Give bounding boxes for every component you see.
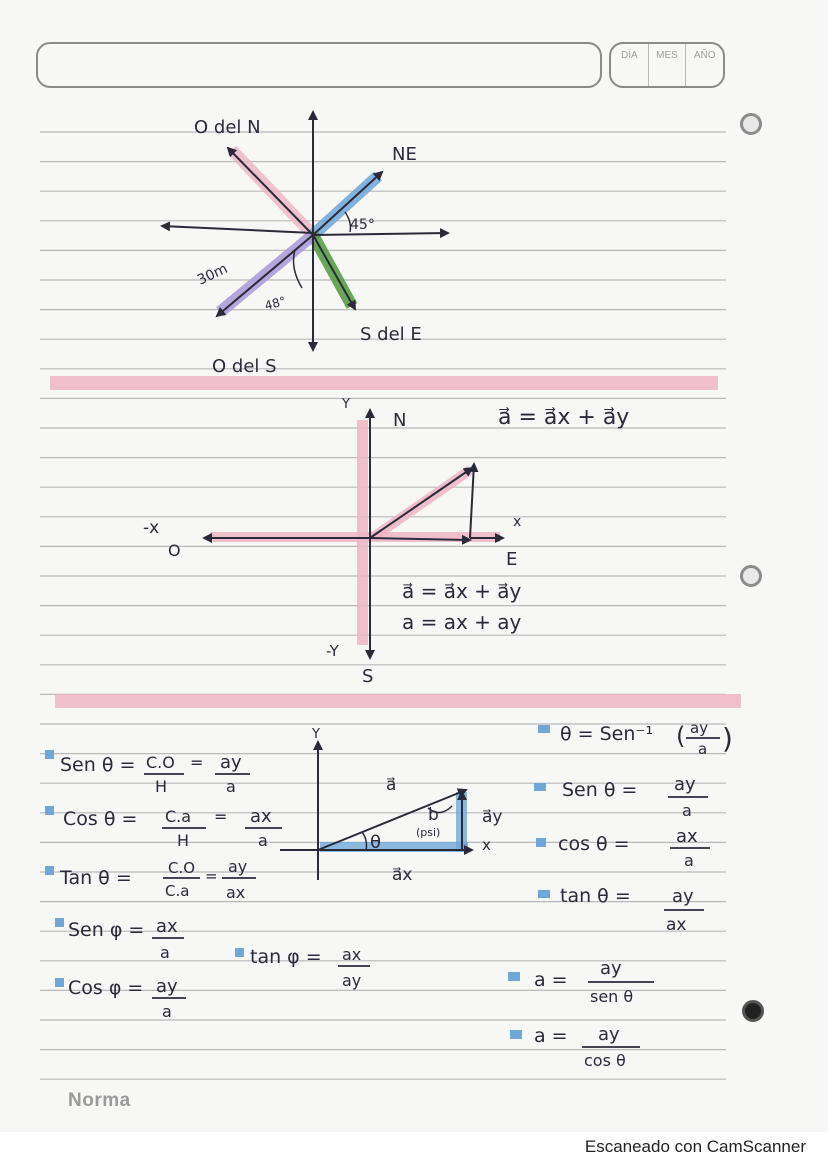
tan-theta-den2: ax [226,883,246,902]
a-over-cos-num: ay [598,1024,620,1045]
tan-theta-right-den: ax [666,915,687,935]
label-north: N [393,410,407,431]
svg-text:): ) [722,722,733,755]
cos-phi-num: ay [156,976,178,997]
day-cell: DÍA [611,44,649,86]
tan-phi-den: ay [342,971,362,990]
formulas-right [508,719,733,1070]
label-neg-x: -x [143,518,160,538]
a-over-sen-num: ay [600,958,622,979]
label-x-axis: x [513,514,522,530]
sen-phi-den: a [160,943,170,962]
sen-theta-right-den: a [682,801,692,820]
tan-theta-right-lhs: tan θ = [560,885,631,907]
label-ax: a⃗x [392,865,413,885]
sen-theta-right-num: ay [674,774,696,795]
tan-theta-den1: C.a [165,882,190,900]
sen-theta-right-lhs: Sen θ = [562,779,638,801]
tan-phi-lhs: tan φ = [250,946,322,968]
label-east: E [506,549,518,570]
label-30m: 30m [194,260,231,289]
cos-theta-lhs: Cos θ = [63,808,138,830]
bullet-square [45,750,54,759]
svg-text:=: = [214,807,228,826]
bullet-square [536,838,546,847]
a-over-sen-den: sen θ [590,987,634,1006]
sen-theta-num2: ay [220,752,242,773]
bullet-square [510,1030,522,1039]
formulas-left [45,750,370,1021]
year-cell: AÑO [693,50,716,61]
scanner-footer [0,1132,828,1171]
theta-inverse-den: a [698,740,708,758]
bullet-square [55,918,64,927]
label-ay: a⃗y [482,807,503,827]
label-hypotenuse: a⃗ [386,775,397,795]
bullet-square [508,972,520,981]
compass-diagram [162,112,448,377]
equation-scalar-sum: a = ax + ay [402,610,522,634]
cos-theta-right-lhs: cos θ = [558,833,630,855]
tan-phi-num: ax [342,945,362,964]
cartesian-diagram [143,397,629,687]
theta-inverse-num: ay [690,719,709,737]
label-o-del-s: O del S [212,356,277,377]
label-west: O [168,541,181,560]
label-o-del-n: O del N [194,117,261,138]
sen-theta-num1: C.O [146,753,175,772]
sen-theta-lhs: Sen θ = [60,754,136,776]
cos-theta-right-num: ax [676,826,698,847]
scanner-credit: Escaneado con CamScanner [584,1137,806,1156]
cos-theta-den1: H [177,831,190,850]
sen-phi-num: ax [156,916,178,937]
equation-vector-sum-top: a⃗ = a⃗x + a⃗y [498,405,630,430]
sen-phi-lhs: Sen φ = [68,919,145,941]
bullet-square [538,890,550,898]
bullet-square [538,725,550,733]
separator-highlight [55,694,741,708]
svg-text:=: = [190,753,204,772]
bullet-square [45,806,54,815]
cos-theta-num2: ax [250,806,272,827]
tan-theta-num2: ay [228,857,248,876]
cos-theta-right-den: a [684,851,694,870]
svg-text:(: ( [676,722,686,750]
tan-theta-right-num: ay [672,886,694,907]
cos-theta-den2: a [258,831,268,850]
sen-theta-den2: a [226,777,236,796]
label-neg-y: -Y [326,642,339,660]
separator-highlight [50,376,718,390]
label-s-del-e: S del E [360,324,422,345]
triangle-diagram [280,727,502,885]
label-y-axis: Y [342,397,350,412]
tan-theta-num1: C.O [168,859,196,877]
label-theta: θ [370,832,382,853]
cos-theta-num1: C.a [165,807,192,826]
svg-text:=: = [205,867,218,885]
cos-phi-lhs: Cos φ = [68,977,144,999]
label-psi: (psi) [416,826,441,839]
month-cell: MES [649,44,687,86]
a-over-cos-den: cos θ [584,1051,626,1070]
bullet-square [55,978,64,987]
sen-theta-den1: H [155,777,168,796]
a-over-sen-lhs: a = [534,969,568,991]
equation-vector-sum: a⃗ = a⃗x + a⃗y [402,579,522,603]
cos-phi-den: a [162,1002,172,1021]
label-b: b [428,805,439,825]
brand-logo-text: Norma [68,1090,131,1111]
a-over-cos-lhs: a = [534,1025,568,1047]
bullet-square [45,866,54,875]
bullet-square [534,783,546,791]
label-y-axis: Y [312,727,320,742]
label-ne: NE [392,144,417,165]
bullet-square [235,948,244,957]
tan-theta-lhs: Tan θ = [60,867,132,889]
angle-45: 45° [350,217,375,233]
theta-inverse-lhs: θ = Sen⁻¹ [560,723,654,745]
label-south: S [362,666,374,687]
label-x-axis: x [482,836,491,854]
angle-48: 48° [263,293,288,313]
